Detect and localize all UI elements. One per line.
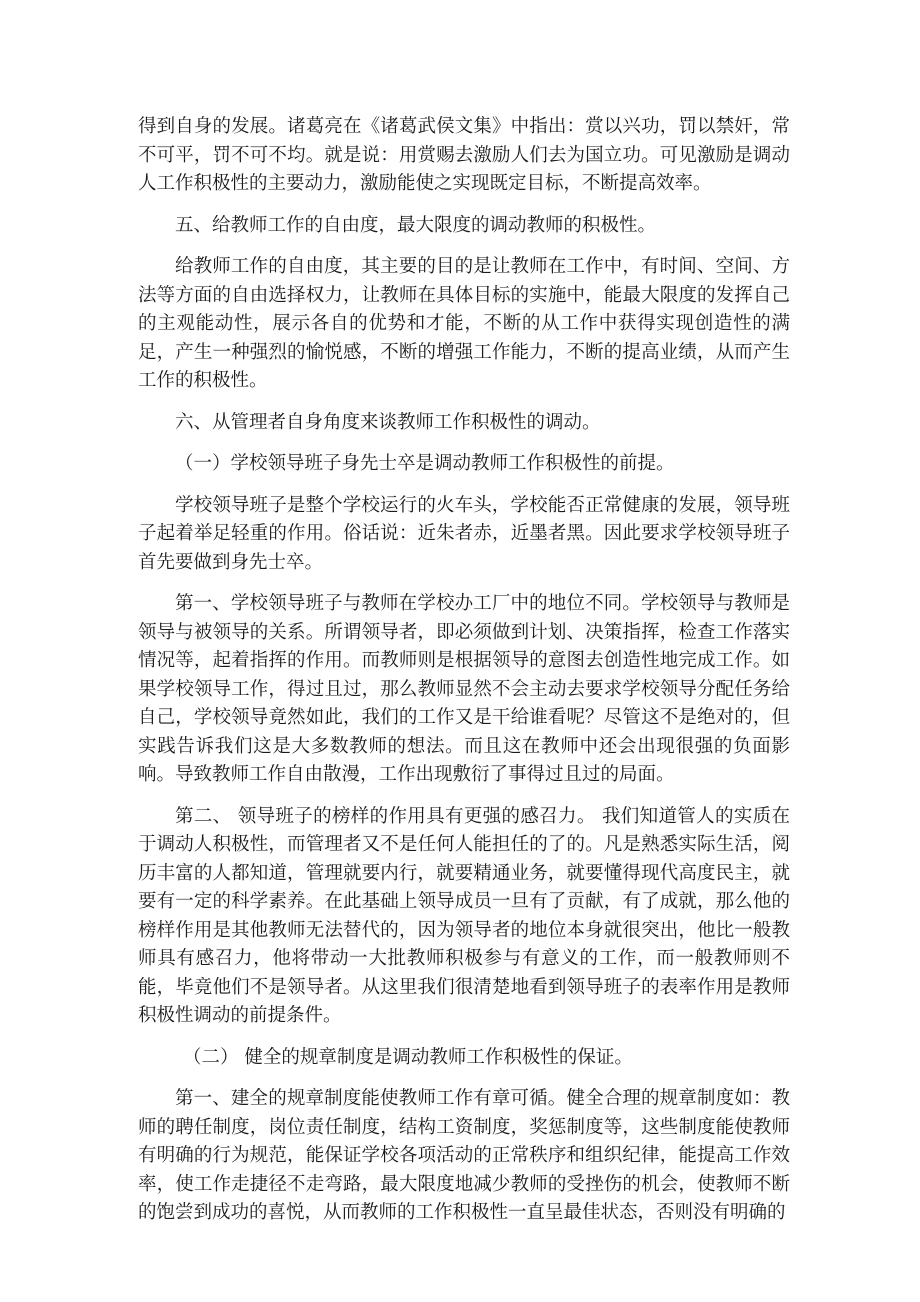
paragraph: 第一、建全的规章制度能使教师工作有章可循。健全合理的规章制度如：教师的聘任制度，岗位责任制度，结构工资制度，奖惩制度等，这些制度能使教师有明确的行为规范，能保证学校各项活动的正常秩序和组织纪律，能提高工作效率，使工作走捷径不走弯路，最大限度地减少教师的受挫伤的机会，使教师不断的饱尝到成功的喜悦，从而教师的工作积极性一直呈最佳状态，否则没有明确的 xyxy=(138,1088,790,1223)
paragraph: 第二、 领导班子的榜样的作用具有更强的感召力。 我们知道管人的实质在于调动人积极性，而管理者又不是任何人能担任的了的。凡是熟悉实际生活，阅历丰富的人都知道，管理就要内行，就要精通业务，就要懂得现代高度民主，就要有一定的科学素养。在此基础上领导成员一旦有了贡献，有了成就，那么他的榜样作用是其他教师无法替代的，因为领导者的地位本身就很突出，他比一般教师具有感召力，他将带动一大批教师积极参与有意义的工作，而一般教师则不能，毕竟他们不是领导者。从这里我们很清楚地看到领导班子的表率作用是教师积极性调动的前提条件。 xyxy=(138,805,790,1026)
paragraph: 给教师工作的自由度，其主要的目的是让教师在工作中，有时间、空间、方法等方面的自由选择权力，让教师在具体目标的实施中，能最大限度的发挥自己的主观能动性，展示各自的优势和才能，不断的从工作中获得实现创造性的满足，产生一种强烈的愉悦感，不断的增强工作能力，不断的提高业绩，从而产生工作的积极性。 xyxy=(138,256,790,391)
paragraph: 第一、学校领导班子与教师在学校办工厂中的地位不同。学校领导与教师是领导与被领导的关系。所谓领导者，即必须做到计划、决策指挥，检查工作落实情况等，起着指挥的作用。而教师则是根据领导的意图去创造性地完成工作。如果学校领导工作，得过且过，那么教师显然不会主动去要求学校领导分配任务给自己，学校领导竟然如此，我们的工作又是干给谁看呢？尽管这不是绝对的，但实践告诉我们这是大多数教师的想法。而且这在教师中还会出现很强的负面影响。导致教师工作自由散漫，工作出现敷衍了事得过且过的局面。 xyxy=(138,593,790,785)
subsection-heading-2: （二） 健全的规章制度是调动教师工作积极性的保证。 xyxy=(183,1046,633,1068)
paragraph: 学校领导班子是整个学校运行的火车头，学校能否正常健康的发展，领导班子起着举足轻重的作用。俗话说：近朱者赤，近墨者黑。因此要求学校领导班子首先要做到身先士卒。 xyxy=(138,494,790,573)
section-heading-6: 六、从管理者自身角度来谈教师工作积极性的调动。 xyxy=(175,411,601,433)
subsection-heading-1: （一）学校领导班子身先士卒是调动教师工作积极性的前提。 xyxy=(175,453,675,474)
document-body xyxy=(138,113,790,1241)
section-heading-5: 五、给教师工作的自由度，最大限度的调动教师的积极性。 xyxy=(175,214,657,236)
paragraph-continuation: 得到自身的发展。诸葛亮在《诸葛武侯文集》中指出：赏以兴功，罚以禁奸，常不可平，罚不可不均。就是说：用赏赐去激励人们去为国立功。可见激励是调动人工作积极性的主要动力，激励能使之实现既定目标，不断提高效率。 xyxy=(138,116,790,194)
